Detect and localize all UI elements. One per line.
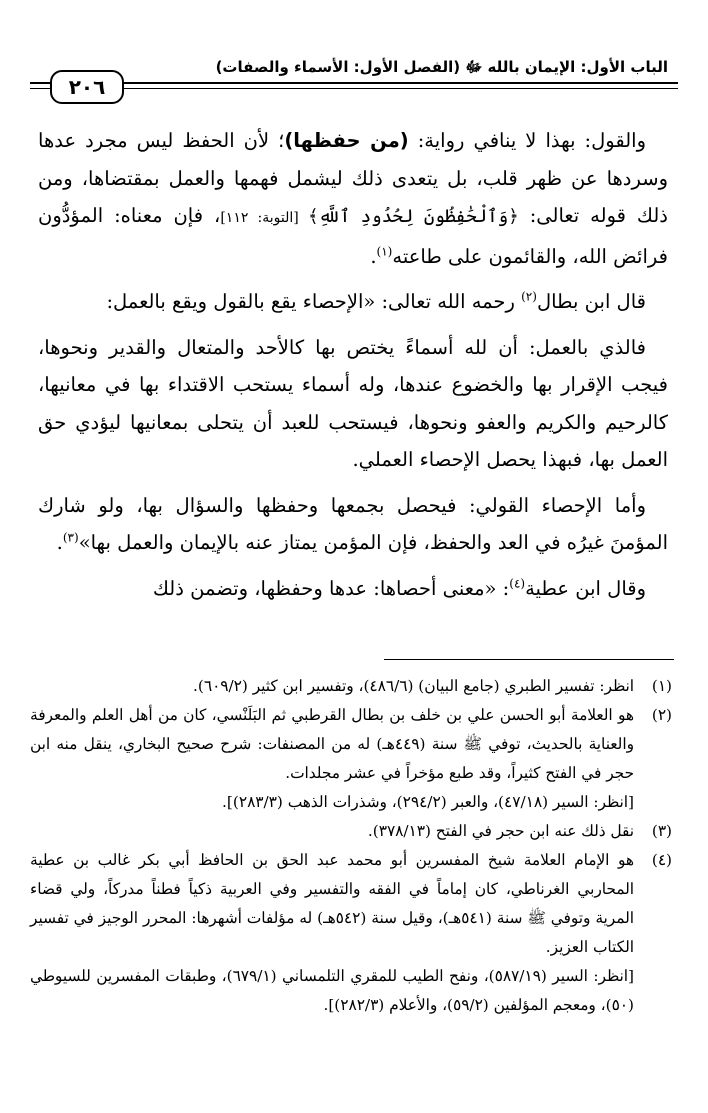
footnote-number: (٢) bbox=[651, 706, 672, 724]
footnote-3 bbox=[30, 817, 672, 846]
paragraph-1: والقول: بهذا لا ينافي رواية: (من حفظها)؛ لأن الحفظ ليس مجرد عدها وسردها عن ظهر قلب، بل يتعدى ذلك ليشمل فهمها والعمل بمقتضاها، ومن ذلك قوله تعالى: ﴿وَٱلْحَٰفِظُونَ لِحُدُودِ ٱللَّهِ﴾ [التوبة: ١١٢]، فإن معناه: المؤدُّون فرائض الله، والقائمون على طاعته$^{(١)}$. bbox=[38, 129, 668, 268]
footnote-separator bbox=[384, 659, 674, 660]
paragraph-2: قال ابن بطال$^{(٢)}$ رحمه الله تعالى: «الإحصاء يقع بالقول ويقع بالعمل: bbox=[106, 289, 646, 313]
footnote-2 bbox=[30, 701, 672, 817]
paragraph-3: فالذي بالعمل: أن لله أسماءً يختص بها كالأحد والمتعال والقدير ونحوها، فيجب الإقرار بها والخضوع عندها، وله أسماء يستحب الاقتداء بها في معانيها، كالرحيم والكريم والعفو ونحوها، فيستحب للعبد أن يتحلى بمعانيها ليؤدي حق العمل بها، فبهذا يحصل الإحصاء العملي. bbox=[38, 335, 668, 471]
footnote-sources: [انظر: السير (٥٨٧/١٩)، ونفح الطيب للمقري التلمساني (٦٧٩/١)، وطبقات المفسرين للسيوطي (٥٠)، ومعجم المؤلفين (٥٩/٢)، والأعلام (٢٨٢/٣)]. bbox=[30, 967, 634, 1014]
running-header bbox=[30, 58, 678, 80]
footnote-text: نقل ذلك عنه ابن حجر في الفتح (٣٧٨/١٣). bbox=[367, 822, 634, 840]
footnote-number: (٣) bbox=[651, 822, 672, 840]
chapter-title: الباب الأول: الإيمان بالله ﷻ (الفصل الأول: الأسماء والصفات) bbox=[215, 58, 668, 76]
footnote-sources: [انظر: السير (٤٧/١٨)، والعبر (٢٩٤/٢)، وشذرات الذهب (٢٨٣/٣)]. bbox=[222, 793, 634, 811]
footnote-text: انظر: تفسير الطبري (جامع البيان) (٤٨٦/٦)، وتفسير ابن كثير (٦٠٩/٢). bbox=[193, 677, 634, 695]
footnote-text: هو الإمام العلامة شيخ المفسرين أبو محمد عبد الحق بن الحافظ أبي بكر غالب بن عطية المحاربي الغرناطي، كان إماماً في الفقه والتفسير وفي العربية ذكياً فطناً مدركاً، ولي قضاء المرية وتوفي ﷺ سنة (٥٤١هـ)، وقيل سنة (٥٤٢هـ) له مؤلفات أشهرها: المحرر الوجيز في تفسير الكتاب العزيز. bbox=[30, 851, 635, 956]
header-rule bbox=[30, 82, 678, 84]
footnotes bbox=[30, 672, 672, 1020]
footnote-1 bbox=[30, 672, 672, 701]
paragraph-5: وقال ابن عطية$^{(٤)}$: «معنى أحصاها: عدها وحفظها، وتضمن ذلك bbox=[152, 576, 646, 600]
footnote-ref-2[interactable]: (٢) bbox=[521, 289, 537, 304]
footnote-ref-3[interactable]: (٣) bbox=[62, 530, 79, 545]
main-text bbox=[38, 122, 668, 615]
footnote-number: (٤) bbox=[651, 851, 672, 869]
footnote-ref-1[interactable]: (١) bbox=[376, 244, 393, 258]
footnote-number: (١) bbox=[651, 677, 672, 695]
footnote-4 bbox=[30, 846, 672, 1020]
riwaya-emphasis: (من حفظها) bbox=[284, 129, 409, 152]
footnote-text: هو العلامة أبو الحسن علي بن خلف بن بطال القرطبي ثم البَلَنْسي، كان من أهل العلم والمعرفة والعناية بالحديث، توفي ﷺ سنة (٤٤٩هـ) له من المصنفات: شرح صحيح البخاري، ينقل منه ابن حجر في الفتح كثيراً، وقد طبع مؤخراً في عشر مجلدات. bbox=[30, 706, 634, 782]
paragraph-4: وأما الإحصاء القولي: فيحصل بجمعها وحفظها والسؤال بها، ولو شارك المؤمنَ غيرُه في العد والحفظ، فإن المؤمن يمتاز عنه بالإيمان والعمل بها»$^{(٣)}$. bbox=[38, 493, 668, 554]
verse-reference: [التوبة: ١١٢] bbox=[220, 210, 308, 226]
page-number: ٢٠٦ bbox=[50, 70, 124, 104]
quran-verse: ﴿وَٱلْحَٰفِظُونَ لِحُدُودِ ٱللَّهِ﴾ bbox=[307, 206, 519, 227]
footnote-ref-4[interactable]: (٤) bbox=[509, 576, 526, 590]
header-rule-thin bbox=[30, 88, 678, 89]
